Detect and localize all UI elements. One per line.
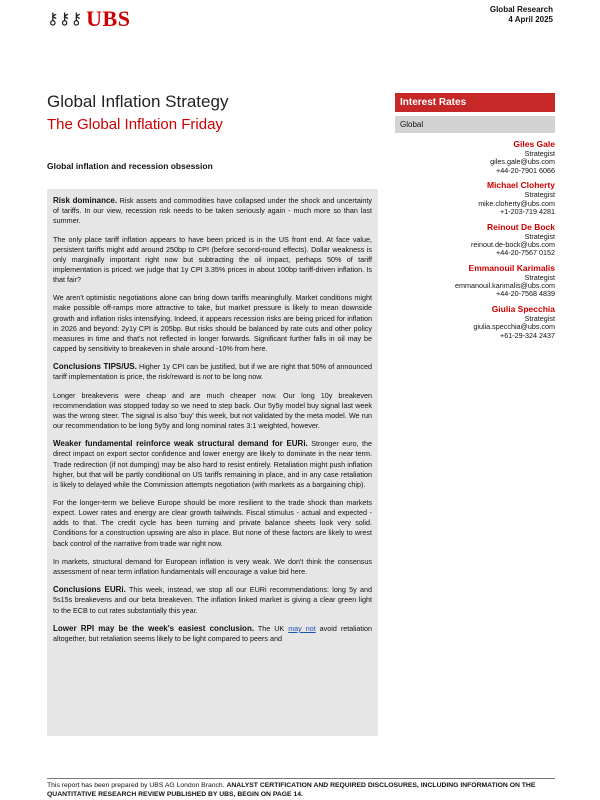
summary-paragraph: The only place tariff inflation appears to have been priced is in the US front end. At face value, persistent tariffs might add around 250bp to CPI (before second-round effects). Dollar weakness is only marginally important right now but subtracting the oil impact, perhaps 50% of tariff implementation is priced: we judge that 1y CPI 3.35% prices in about 100bp tariff-driven inflation. Is that fair?	[53, 234, 372, 284]
author-name: Reinout De Bock	[486, 221, 555, 232]
summary-paragraph: Longer breakevens were cheap and are much cheaper now. Our long 10y breakeven recommendation was stopped today so we need to step back. Our 5y5y model buy signal last week was the wrong steer. The signal is also 'buy' this week, but not validated by the meta model. We run our recommendation to be long 5y5y and long nominal rates 3:1 weighted, however.	[53, 390, 372, 430]
paragraph-text: The UK	[254, 623, 289, 633]
paragraph-text: to be long now.	[212, 372, 264, 382]
paragraph-text: Stronger euro, the direct impact on export sector confidence and lower energy are likely to dominate in the near term. Trade redirection (if not dumping) may be also hard to resist entirely. Retaliation might push inflation higher, but that will be partly conditional on US tariffs remaining in place, and in any case retaliation is likely to delayed while the Commission attempts negotiation (with markets as a bargaining chip).	[53, 439, 373, 489]
ubs-logo	[47, 6, 130, 32]
publication-info	[490, 5, 553, 25]
ubs-keys-icon: ⚷⚷⚷	[47, 9, 83, 28]
summary-paragraph	[53, 362, 372, 382]
summary-paragraph	[53, 585, 372, 615]
category-banner: Interest Rates	[395, 93, 555, 112]
author-list	[385, 139, 555, 345]
summary-paragraph	[53, 624, 372, 644]
author-role: Strategist	[524, 190, 555, 200]
author-entry	[385, 180, 555, 216]
paragraph-text: Higher 1y CPI can be justified, but if we are right that 50% of announced tariff implementation is price, the risk/reward is	[53, 362, 372, 382]
summary-paragraph: For the longer-term we believe Europe should be more resilient to the trade shock than markets expect. Lower rates and energy are clear growth tailwinds. Fiscal stimulus - actual and expected - adds to that. The credit cycle has been turning and private balance sheets look very solid. Conditions for a construction upswing are also in place. But none of these factors are likely to wrest back control of the narrative from trade war right now.	[53, 498, 372, 548]
author-entry	[385, 222, 555, 258]
author-role: Strategist	[524, 272, 555, 282]
emphasis-text: not	[202, 372, 213, 382]
may-not-link[interactable]: may not	[288, 623, 316, 633]
author-name: Michael Cloherty	[486, 180, 555, 191]
paragraph-lead: Conclusions TIPS/US.	[53, 362, 137, 372]
author-role: Strategist	[524, 231, 555, 241]
author-email[interactable]: giles.gale@ubs.com	[490, 157, 555, 167]
footer-text: This report has been prepared by UBS AG London Branch.	[47, 782, 227, 789]
author-phone: +44-20-7901 6066	[496, 165, 555, 175]
author-phone: +61-29-324 2437	[500, 330, 555, 340]
summary-paragraph: We aren't optimistic negotiations alone can bring down tariffs meaningfully. Market conditions might make possible off-ramps more attractive to take, but market pressure is likely to mean downside growth and inflation risks intensifying. Indeed, it appears recession risks are being priced for inflation in 2026 and beyond: 2y1y CPI is 205bp. But risks should be balanced by rate cuts and other policy measures in time and that's not reflected in longer forwards. Significant further falls in oil may be capped by sensitivity to breakeven in shale around -10% from here.	[53, 293, 372, 353]
author-phone: +44-20-7568 4839	[496, 289, 555, 299]
report-subtitle: The Global Inflation Friday	[47, 116, 223, 133]
footer-bold-text: ANALYST CERTIFICATION AND REQUIRED DISCLOSURES, INCLUDING INFORMATION ON THE QUANTITATIVE RESEARCH REVIEW PUBLISHED BY UBS, BEGIN ON PAGE 14.	[47, 782, 536, 798]
summary-paragraph	[53, 196, 372, 226]
author-role: Strategist	[524, 314, 555, 324]
author-entry	[385, 263, 555, 299]
author-phone: +44-20-7567 0152	[496, 248, 555, 258]
author-entry	[385, 139, 555, 175]
paragraph-lead: Risk dominance.	[53, 196, 118, 205]
publication-date: 4 April 2025	[508, 15, 553, 24]
paragraph-text: avoid retaliation altogether, but retaliation seems likely to be light compared to peers and	[53, 623, 372, 644]
report-headline: Global inflation and recession obsession	[47, 161, 213, 171]
summary-paragraph	[53, 439, 372, 489]
author-name: Emmanouil Karimalis	[468, 262, 555, 273]
author-name: Giulia Specchia	[491, 304, 555, 315]
paragraph-lead: Lower RPI may be the week's easiest conclusion.	[53, 623, 255, 633]
paragraph-text: This week, instead, we stop all our EURi recommendations: long 5y and 5s15s breakevens and our beta breakeven. The inflation linked market is giving a clear green light to the ECB to cut rates substantially this year.	[53, 585, 372, 615]
publication-type: Global Research	[489, 5, 553, 14]
paragraph-text: Risk assets and commodities have collapsed under the shock and uncertainty of tariffs. In our view, recession risk needs to be taken seriously again - much more so than last summer.	[53, 196, 372, 226]
author-name: Giles Gale	[513, 139, 555, 149]
footer-divider	[47, 778, 555, 779]
paragraph-lead: Conclusions EURi.	[53, 585, 126, 595]
author-email[interactable]: giulia.specchia@ubs.com	[473, 322, 555, 332]
author-phone: +1-203-719 4281	[500, 206, 555, 216]
summary-box	[47, 189, 378, 736]
disclosure-footer	[47, 782, 555, 799]
region-banner: Global	[395, 116, 555, 133]
paragraph-lead: Weaker fundamental reinforce weak structural demand for EURi.	[53, 439, 308, 449]
summary-paragraph: In markets, structural demand for European inflation is very weak. We don't think the consensus assessment of near term inflation fundamentals will encourage a value bid here.	[53, 556, 372, 576]
logo-text: UBS	[86, 6, 131, 31]
author-email[interactable]: emmanouil.karimalis@ubs.com	[455, 281, 555, 291]
report-title: Global Inflation Strategy	[47, 92, 229, 111]
author-role: Strategist	[524, 149, 555, 158]
author-entry	[385, 304, 555, 340]
author-email[interactable]: reinout.de-bock@ubs.com	[470, 239, 555, 249]
author-email[interactable]: mike.cloherty@ubs.com	[478, 198, 555, 208]
